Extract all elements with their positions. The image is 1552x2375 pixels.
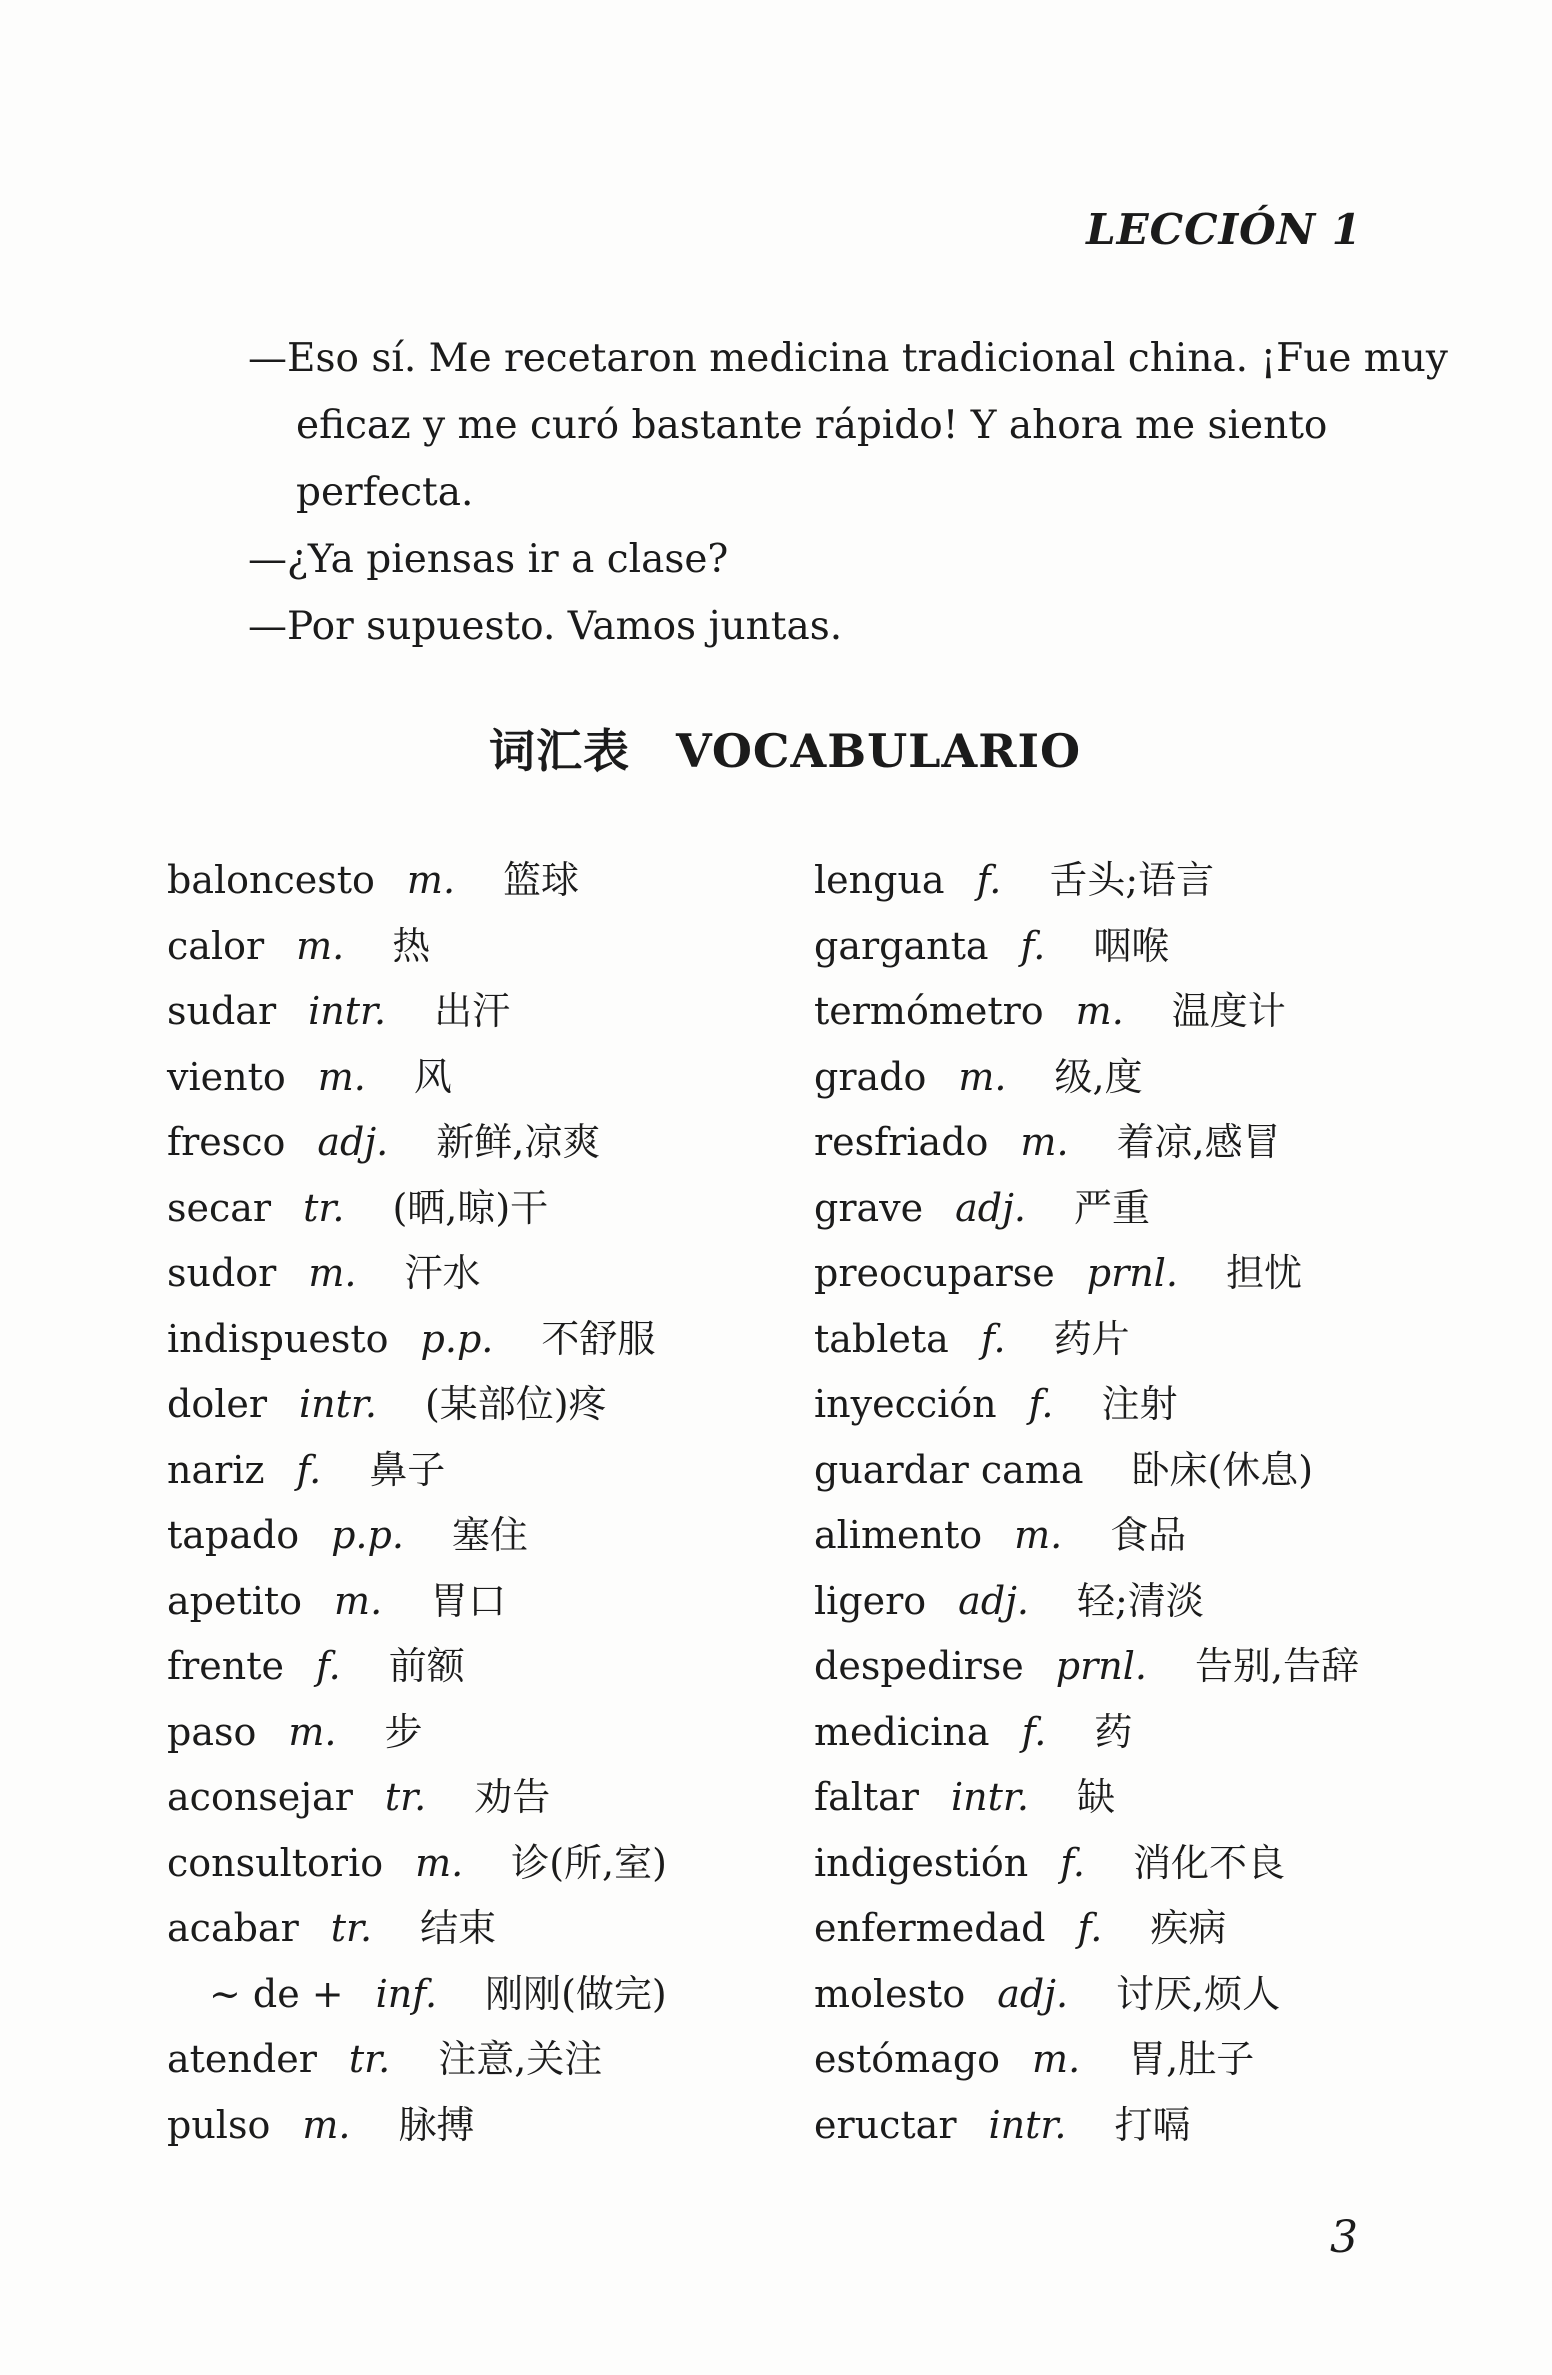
- vocabulary-list: [167, 848, 1534, 2158]
- vocab-word: secar: [167, 1185, 272, 1230]
- vocab-part-of-speech: tr.: [348, 2037, 391, 2081]
- vocab-translation: 消化不良: [1133, 1840, 1286, 1885]
- vocab-entry: [167, 1176, 814, 1242]
- vocab-translation: 塞住: [451, 1513, 528, 1557]
- vocab-word: indispuesto: [167, 1316, 389, 1361]
- vocab-part-of-speech: m.: [302, 2102, 351, 2147]
- vocab-part-of-speech: f.: [1021, 1709, 1047, 1754]
- vocab-part-of-speech: tr.: [330, 1906, 373, 1950]
- dialogue-line: —Eso sí. Me recetaron medicina tradicional china. ¡Fue muy eficaz y me curó bastante rápido! Y ahora me siento perfecta.: [248, 336, 1448, 515]
- vocab-entry: [814, 1307, 1534, 1373]
- vocab-translation: 出汗: [434, 989, 511, 1033]
- vocab-part-of-speech: m.: [317, 1054, 366, 1099]
- vocab-word: baloncesto: [167, 858, 375, 902]
- vocab-entry: [167, 979, 814, 1045]
- vocab-translation: 步: [384, 1709, 423, 1754]
- vocab-part-of-speech: m.: [1075, 989, 1124, 1033]
- vocab-entry: [814, 914, 1534, 980]
- vocabulary-heading-spanish: VOCABULARIO: [675, 724, 1082, 778]
- vocab-part-of-speech: f.: [296, 1447, 322, 1492]
- vocab-word: grave: [814, 1185, 924, 1230]
- vocab-entry: [814, 1831, 1534, 1897]
- vocab-part-of-speech: m.: [296, 923, 345, 968]
- vocab-entry: [167, 1045, 814, 1111]
- vocab-word: fresco: [167, 1120, 286, 1164]
- vocab-entry: [167, 2027, 814, 2093]
- vocab-word: despedirse: [814, 1644, 1024, 1688]
- vocab-entry: [167, 1372, 814, 1438]
- vocab-entry: [814, 1700, 1534, 1766]
- vocab-translation: (某部位)疼: [424, 1382, 607, 1426]
- vocab-word: inyección: [814, 1382, 997, 1426]
- vocab-entry: [814, 1503, 1534, 1569]
- vocab-part-of-speech: f.: [1077, 1906, 1103, 1950]
- vocab-translation: 讨厌,烦人: [1116, 1971, 1281, 2016]
- vocab-translation: 药片: [1053, 1316, 1130, 1361]
- vocab-word: calor: [167, 923, 265, 968]
- vocab-word: pulso: [167, 2102, 271, 2147]
- vocab-word: grado: [814, 1054, 927, 1099]
- vocab-translation: 注意,关注: [438, 2037, 603, 2081]
- vocab-translation: 舌头;语言: [1049, 858, 1215, 902]
- vocab-part-of-speech: intr.: [299, 1382, 377, 1426]
- vocab-part-of-speech: f.: [1020, 923, 1046, 968]
- vocab-translation: 告别,告辞: [1194, 1644, 1360, 1688]
- vocab-word: paso: [167, 1709, 257, 1754]
- vocab-translation: 诊(所,室): [511, 1840, 667, 1885]
- vocab-part-of-speech: adj.: [317, 1120, 389, 1164]
- vocab-translation: (晒,晾)干: [392, 1185, 549, 1230]
- vocab-part-of-speech: m.: [1032, 2037, 1081, 2081]
- vocab-word: nariz: [167, 1447, 265, 1492]
- vocab-translation: 疾病: [1150, 1906, 1227, 1950]
- vocab-part-of-speech: adj.: [955, 1185, 1026, 1230]
- dialogue-line: —¿Ya piensas ir a clase?: [248, 537, 729, 582]
- vocab-entry: [814, 1634, 1534, 1700]
- vocab-translation: 前额: [388, 1644, 465, 1688]
- vocab-translation: 新鲜,凉爽: [436, 1120, 601, 1164]
- vocab-part-of-speech: adj.: [958, 1578, 1030, 1623]
- vocab-part-of-speech: m.: [288, 1709, 337, 1754]
- vocab-word: guardar cama: [814, 1447, 1084, 1492]
- vocab-translation: 注射: [1101, 1382, 1178, 1426]
- vocab-word: enfermedad: [814, 1906, 1046, 1950]
- vocab-entry: [167, 1700, 814, 1766]
- vocab-word: resfriado: [814, 1120, 989, 1164]
- vocab-word: eructar: [814, 2102, 957, 2147]
- vocab-translation: 轻;清淡: [1077, 1578, 1204, 1623]
- vocab-entry: [814, 2027, 1534, 2093]
- vocab-entry: [167, 914, 814, 980]
- vocab-entry: [814, 1110, 1534, 1176]
- vocab-part-of-speech: m.: [308, 1251, 357, 1295]
- vocab-word: atender: [167, 2037, 317, 2081]
- vocab-translation: 脉搏: [398, 2102, 475, 2147]
- dialogue-block: [248, 325, 1488, 660]
- vocab-translation: 食品: [1110, 1513, 1187, 1557]
- vocab-entry: [814, 1045, 1534, 1111]
- vocab-translation: 卧床(休息): [1131, 1447, 1314, 1492]
- vocab-translation: 缺: [1076, 1775, 1115, 1819]
- vocab-translation: 担忧: [1225, 1251, 1302, 1295]
- vocab-entry: [167, 1110, 814, 1176]
- vocab-translation: 胃口: [430, 1578, 507, 1623]
- vocab-part-of-speech: inf.: [375, 1971, 438, 2016]
- vocab-word: sudor: [167, 1251, 277, 1295]
- vocab-word: acabar: [167, 1906, 299, 1950]
- vocab-translation: 汗水: [404, 1251, 481, 1295]
- vocab-word: apetito: [167, 1578, 303, 1623]
- vocab-part-of-speech: tr.: [303, 1185, 345, 1230]
- vocab-entry: [814, 1569, 1534, 1635]
- vocab-word: indigestión: [814, 1840, 1029, 1885]
- vocab-entry: [814, 1176, 1534, 1242]
- vocab-translation: 严重: [1073, 1185, 1150, 1230]
- vocab-translation: 风: [413, 1054, 452, 1099]
- vocab-word: ~ de +: [209, 1971, 344, 2016]
- dialogue-line: —Por supuesto. Vamos juntas.: [248, 604, 843, 649]
- vocab-word: preocuparse: [814, 1251, 1055, 1295]
- vocab-entry: [167, 1765, 814, 1831]
- vocab-part-of-speech: m.: [415, 1840, 464, 1885]
- vocab-entry: [167, 848, 814, 914]
- vocab-entry: [167, 1438, 814, 1504]
- vocab-entry: [814, 1962, 1534, 2028]
- vocab-translation: 劝告: [474, 1775, 551, 1819]
- vocab-translation: 篮球: [503, 858, 580, 902]
- vocab-entry: [167, 1634, 814, 1700]
- vocab-word: alimento: [814, 1513, 983, 1557]
- vocab-part-of-speech: m.: [1014, 1513, 1063, 1557]
- vocab-part-of-speech: m.: [334, 1578, 383, 1623]
- vocab-entry: [167, 1569, 814, 1635]
- vocab-translation: 刚刚(做完): [485, 1971, 667, 2016]
- vocab-part-of-speech: m.: [406, 858, 456, 902]
- vocab-translation: 胃,肚子: [1128, 2037, 1255, 2081]
- vocab-part-of-speech: f.: [976, 858, 1002, 902]
- vocab-translation: 热: [392, 923, 431, 968]
- vocab-word: doler: [167, 1382, 268, 1426]
- vocab-entry: [814, 1241, 1534, 1307]
- vocab-word: viento: [167, 1054, 286, 1099]
- vocab-word: ligero: [814, 1578, 927, 1623]
- lesson-title: LECCIÓN 1: [1086, 205, 1362, 254]
- vocab-translation: 结束: [420, 1906, 497, 1950]
- vocab-part-of-speech: adj.: [997, 1971, 1069, 2016]
- vocab-word: aconsejar: [167, 1775, 353, 1819]
- vocab-part-of-speech: p.p.: [331, 1513, 404, 1557]
- vocab-word: tableta: [814, 1316, 949, 1361]
- vocab-part-of-speech: m.: [958, 1054, 1007, 1099]
- vocab-translation: 打嗝: [1114, 2102, 1191, 2147]
- vocab-word: consultorio: [167, 1840, 384, 1885]
- vocab-word: molesto: [814, 1971, 966, 2016]
- vocab-part-of-speech: tr.: [384, 1775, 427, 1819]
- vocab-translation: 鼻子: [369, 1447, 446, 1492]
- vocab-part-of-speech: p.p.: [420, 1316, 494, 1361]
- vocab-entry: [814, 1372, 1534, 1438]
- vocab-part-of-speech: f.: [980, 1316, 1006, 1361]
- vocabulary-heading: [160, 715, 1410, 781]
- vocab-entry: [814, 848, 1534, 914]
- vocab-translation: 温度计: [1171, 989, 1286, 1033]
- vocab-translation: 药: [1094, 1709, 1133, 1754]
- vocab-translation: 不舒服: [541, 1316, 656, 1361]
- vocab-word: garganta: [814, 923, 989, 968]
- vocab-word: faltar: [814, 1775, 919, 1819]
- vocab-part-of-speech: f.: [1028, 1382, 1054, 1426]
- vocabulary-column-left: [167, 848, 814, 2158]
- vocab-word: estómago: [814, 2037, 1001, 2081]
- vocab-part-of-speech: m.: [1020, 1120, 1069, 1164]
- vocab-part-of-speech: intr.: [950, 1775, 1029, 1819]
- vocab-entry: [814, 1896, 1534, 1962]
- vocab-translation: 着凉,感冒: [1116, 1120, 1281, 1164]
- vocab-entry: [814, 1765, 1534, 1831]
- page-number: 3: [1330, 2212, 1358, 2263]
- vocab-word: medicina: [814, 1709, 990, 1754]
- vocab-word: termómetro: [814, 989, 1044, 1033]
- vocab-part-of-speech: f.: [1060, 1840, 1085, 1885]
- vocab-translation: 级,度: [1054, 1054, 1143, 1099]
- vocab-word: tapado: [167, 1513, 300, 1557]
- vocab-part-of-speech: prnl.: [1086, 1251, 1178, 1295]
- vocab-translation: 咽喉: [1093, 923, 1170, 968]
- vocab-part-of-speech: prnl.: [1055, 1644, 1147, 1688]
- vocab-entry: [167, 1896, 814, 1962]
- vocab-word: lengua: [814, 858, 945, 902]
- vocabulary-heading-chinese: 词汇表: [488, 724, 630, 778]
- vocab-entry: [814, 1438, 1534, 1504]
- vocab-word: frente: [167, 1644, 284, 1688]
- vocab-part-of-speech: f.: [315, 1644, 341, 1688]
- vocab-entry: [167, 1831, 814, 1897]
- vocabulary-column-right: [814, 848, 1534, 2158]
- vocab-entry: [814, 979, 1534, 1045]
- vocab-entry: [167, 1962, 814, 2028]
- vocab-part-of-speech: intr.: [988, 2102, 1067, 2147]
- vocab-entry: [167, 1503, 814, 1569]
- vocab-entry: [814, 2093, 1534, 2159]
- vocab-entry: [167, 2093, 814, 2159]
- vocab-entry: [167, 1241, 814, 1307]
- vocab-word: sudar: [167, 989, 277, 1033]
- vocab-part-of-speech: intr.: [308, 989, 387, 1033]
- vocab-entry: [167, 1307, 814, 1373]
